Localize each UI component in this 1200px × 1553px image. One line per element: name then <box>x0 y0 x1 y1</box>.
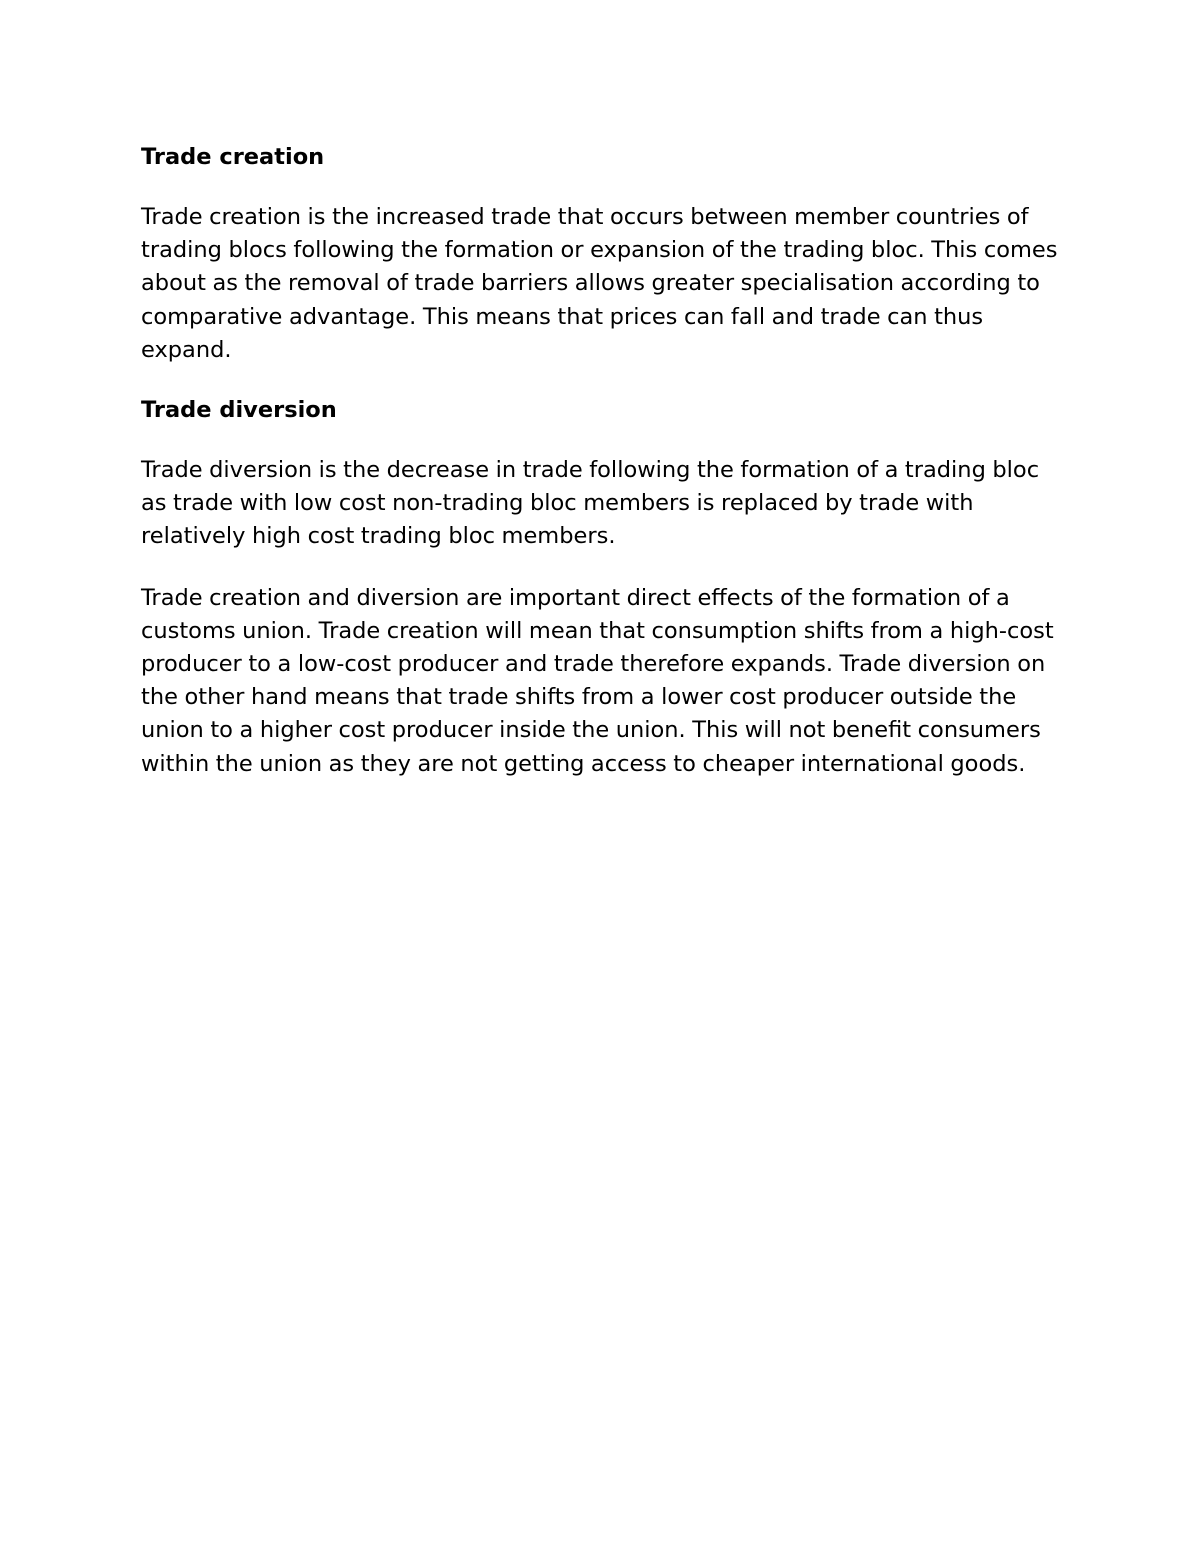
paragraph-trade-diversion: Trade diversion is the decrease in trade following the formation of a trading bloc as trade with low cost non-trading bloc members is replaced by trade with relatively high cost trading bloc members. <box>141 457 1040 550</box>
heading-trade-diversion: Trade diversion <box>141 397 337 424</box>
spacer <box>141 554 1060 582</box>
spacer <box>141 174 1060 201</box>
spacer <box>141 367 1060 394</box>
spacer <box>141 427 1060 454</box>
paragraph-trade-creation: Trade creation is the increased trade that occurs between member countries of trading blocs following the formation or expansion of the trading bloc. This comes about as the removal of trade barriers allows greater specialisation according to comparative advantage. This means that prices can fall and trade can thus expand. <box>141 204 1058 363</box>
heading-trade-creation: Trade creation <box>141 144 325 170</box>
paragraph-customs-union-effects: Trade creation and diversion are important direct effects of the formation of a customs union. Trade creation will mean that consumption shifts from a high-cost producer to a low-cost producer and trade therefore expands. Trade diversion on the other hand means that trade shifts from a lower cost producer outside the union to a higher cost producer inside the union. This will not benefit consumers within the union as they are not getting access to cheaper international goods. <box>141 584 1054 777</box>
